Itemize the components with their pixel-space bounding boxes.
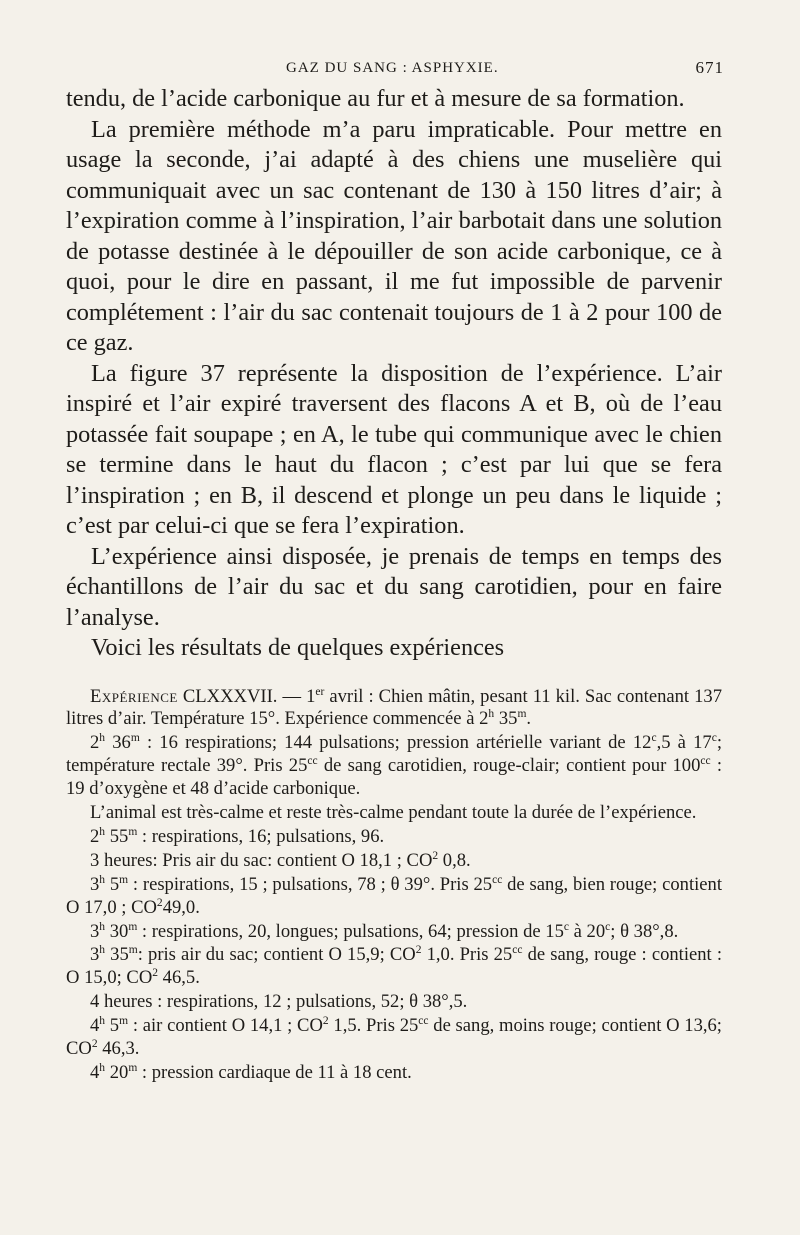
sup-run: h — [99, 732, 106, 745]
text-run: 4 — [90, 1015, 100, 1037]
sup-run: m — [128, 944, 138, 957]
text-run: 36 — [105, 732, 131, 754]
text-run: : 19 d’oxygène et 48 d’acide carbonique. — [66, 755, 722, 800]
experiment-entry-8 — [66, 944, 722, 990]
text-run: 1,5. Pris 25 — [328, 1015, 419, 1037]
sup-run: 2 — [152, 967, 159, 980]
sup-run: m — [128, 825, 138, 838]
experiment-numeral: CLXXXVII. — [182, 685, 278, 707]
experiment-entry-11 — [66, 1062, 722, 1085]
sup-run: h — [99, 1061, 106, 1074]
text-run: de sang carotidien, rouge-clair; contient pour 100 — [317, 755, 701, 777]
text-run: ; θ 38°,8. — [610, 920, 679, 942]
sup-run: h — [99, 920, 106, 933]
paragraph-5: Voici les résultats de quelques expériences — [91, 634, 505, 661]
sup-run: h — [99, 873, 106, 886]
text-run: 46,5. — [158, 967, 200, 989]
text-run: ,5 à 17 — [656, 732, 712, 754]
sup-run: h — [99, 1015, 106, 1027]
text-run: à 20 — [569, 920, 606, 942]
sup-run: cc — [512, 944, 523, 957]
text-run: 30 — [105, 920, 129, 942]
text-run: 0,8. — [438, 849, 471, 871]
text-run: 4 — [90, 1062, 100, 1083]
sup-run: c — [605, 920, 611, 933]
sup-run: m — [119, 1015, 129, 1027]
experiment-block — [66, 686, 722, 1085]
experiment-entry-2 — [66, 732, 722, 801]
text-run: 3 — [90, 944, 100, 966]
experiment-entry-4 — [66, 826, 722, 849]
experiment-entry-10 — [66, 1015, 722, 1061]
text-run: de sang, rouge : contient : O 15,0; CO — [66, 944, 722, 989]
text-run: : pris air du sac; contient O 15,9; CO — [137, 944, 416, 966]
text-run: : pression cardiaque de 11 à 18 cent. — [137, 1062, 412, 1083]
text-run: : respirations, 15 ; pulsations, 78 ; θ 39°. Pris 25 — [128, 873, 493, 895]
text-run: 35 — [105, 944, 129, 966]
sup-run: 2 — [432, 849, 439, 862]
sup-run: cc — [700, 755, 711, 768]
text-run: 5 — [105, 1015, 120, 1037]
experiment-entry-7 — [66, 921, 722, 944]
text-run: 1,0. Pris 25 — [421, 944, 513, 966]
sup-run: m — [128, 1061, 138, 1074]
paragraph-1: tendu, de l’acide carbonique au fur et à mesure de sa formation. — [66, 85, 685, 112]
text-run: avril : Chien mâtin, pesant 11 kil. Sac contenant 137 litres d’air. Température 15°. Expérience commencée à 2 — [66, 685, 723, 730]
sup-run: m — [119, 873, 129, 886]
sup-run: h — [99, 944, 106, 957]
experiment-entry-6 — [66, 874, 722, 920]
text-run: 3 heures: Pris air du sac: contient O 18,1 ; CO — [90, 849, 433, 871]
page-header — [66, 58, 722, 82]
text-run: 2 — [90, 825, 100, 847]
sup-run: m — [130, 732, 140, 745]
sup-run: h — [488, 708, 495, 721]
sup-run: er — [315, 685, 325, 698]
running-title: GAZ DU SANG : ASPHYXIE. — [286, 60, 499, 76]
text-run: — 1 — [277, 685, 316, 707]
paragraph-3: La figure 37 représente la disposition de l’expérience. L’air inspiré et l’air expiré traversent des flacons A et B, où de l’eau potassée fait soupape ; en A, le tube qui communique avec le chien se termine dans le haut du flacon ; c’est par lui que se fera l’inspiration ; en B, il descend et plonge un peu dans le liquide ; c’est par celui-ci que se fera l’expiration. — [66, 359, 722, 539]
experiment-entry-9: 4 heures : respirations, 12 ; pulsations, 52; θ 38°,5. — [90, 991, 468, 1013]
sup-run: m — [128, 920, 138, 933]
text-run: : air contient O 14,1 ; CO — [128, 1015, 323, 1037]
sup-run: m — [517, 708, 527, 721]
text-run: 20 — [105, 1062, 129, 1083]
experiment-entry-5 — [66, 850, 722, 873]
text-run: 55 — [105, 825, 129, 847]
sup-run: 2 — [322, 1015, 329, 1027]
experiment-entry-3: L’animal est très-calme et reste très-calme pendant toute la durée de l’expérience. — [90, 802, 697, 824]
text-run: : respirations, 16; pulsations, 96. — [137, 825, 385, 847]
sup-run: 2 — [156, 896, 163, 909]
text-run: 35 — [494, 708, 518, 730]
sup-run: c — [651, 732, 657, 745]
text-run: 3 — [90, 873, 100, 895]
main-text — [66, 84, 722, 664]
text-run: 49,0. — [162, 896, 200, 918]
sup-run: cc — [492, 873, 503, 886]
sup-run: 2 — [91, 1037, 98, 1050]
text-run: : 16 respirations; 144 pulsations; pression artérielle variant de 12 — [139, 732, 652, 754]
text-run: 5 — [105, 873, 120, 895]
text-run: de sang, moins rouge; contient O 13,6; CO — [66, 1015, 722, 1060]
text-run: : respirations, 20, longues; pulsations, 64; pression de 15 — [137, 920, 564, 942]
sup-run: c — [711, 732, 717, 745]
text-run: 2 — [90, 732, 100, 754]
sup-run: cc — [418, 1015, 429, 1027]
sup-run: cc — [307, 755, 318, 768]
sup-run: h — [99, 825, 106, 838]
text-run: de sang, bien rouge; contient O 17,0 ; CO — [66, 873, 722, 918]
paragraph-2: La première méthode m’a paru impraticable. Pour mettre en usage la seconde, j’ai adapté à des chiens une muselière qui communiquait avec un sac contenant de 130 à 150 litres d’air; à l’expiration comme à l’inspiration, l’air barbotait dans une solution de potasse destinée à le dépouiller de son acide carbonique, ce à quoi, pour le dire en passant, il me fut impossible de parvenir complétement : l’air du sac contenait toujours de 1 à 2 pour 100 de ce gaz. — [66, 115, 722, 356]
text-run: ; température rectale 39°. Pris 25 — [66, 732, 722, 777]
experiment-entry-1 — [66, 686, 722, 732]
text-run: 3 — [90, 920, 100, 942]
paragraph-4: L’expérience ainsi disposée, je prenais de temps en temps des échantillons de l’air du sac et du sang carotidien, pour en faire l’analyse. — [66, 542, 722, 631]
text-run: 46,3. — [97, 1038, 140, 1060]
text-run: . — [526, 708, 532, 730]
sup-run: 2 — [415, 944, 422, 957]
book-page — [66, 58, 722, 1086]
sup-run: c — [563, 920, 569, 933]
page-number: 671 — [695, 58, 724, 77]
experiment-label: Expérience — [90, 685, 178, 707]
